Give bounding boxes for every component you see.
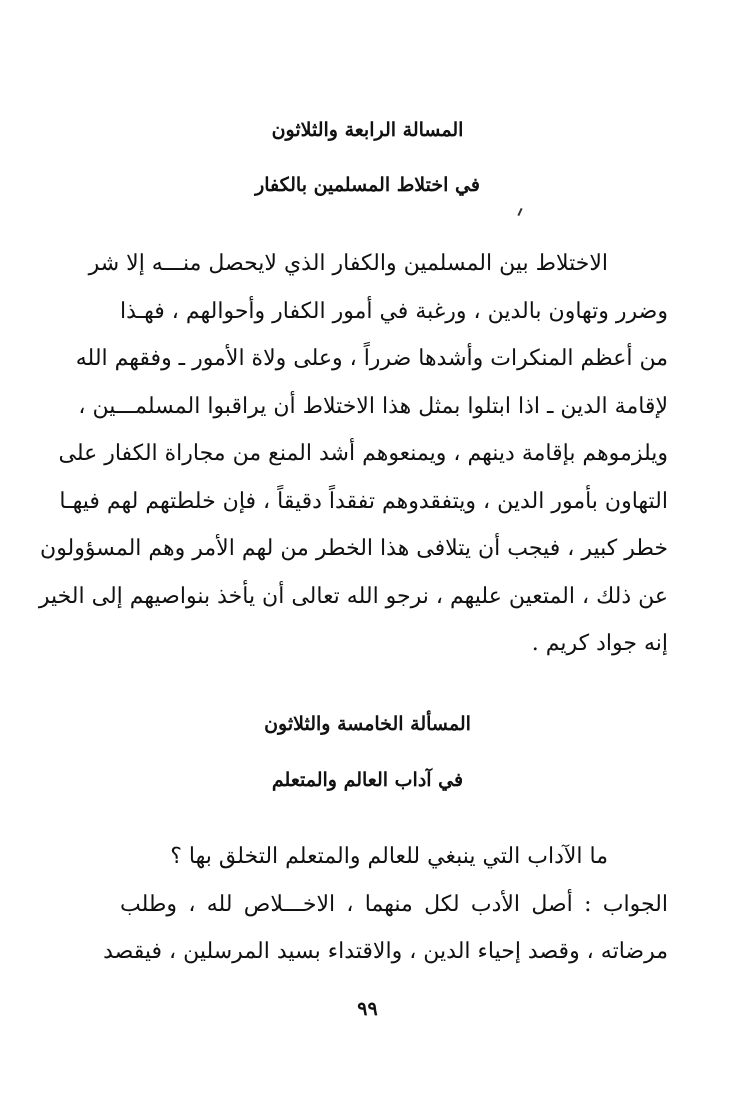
section-35-title: المسألة الخامسة والثلاثون: [264, 713, 471, 735]
body-line: الاختلاط بين المسلمين والكفار الذي لايحصل منـــه إلا شر: [88, 251, 608, 276]
body-line: إنه جواد كريم .: [531, 631, 668, 656]
section-34-subtitle: في اختلاط المسلمين بالكفار: [255, 174, 480, 196]
section-35-body: [103, 833, 668, 976]
answer-line: مرضاته ، وقصد إحياء الدين ، والاقتداء بسيد المرسلين ، فيقصد: [103, 939, 668, 964]
body-line: خطر كبير ، فيجب أن يتلافى هذا الخطر من لهم الأمر وهم المسؤولون: [40, 536, 668, 561]
body-line: من أعظم المنكرات وأشدها ضرراً ، وعلى ولاة الأمور ـ وفقهم الله: [75, 346, 668, 371]
body-line: وضرر وتهاون بالدين ، ورغبة في أمور الكفار وأحوالهم ، فهـذا: [120, 298, 668, 324]
section-35-subtitle: في آداب العالم والمتعلم: [271, 769, 464, 791]
page-number: ٩٩: [357, 998, 378, 1020]
section-34-body: [38, 240, 668, 668]
stray-mark: [517, 208, 522, 216]
body-line: عن ذلك ، المتعين عليهم ، نرجو الله تعالى أن يأخذ بنواصيهم إلى الخير: [38, 583, 668, 609]
question-line: ما الآداب التي ينبغي للعالم والمتعلم التخلق بها ؟: [170, 844, 608, 869]
body-line: ويلزموهم بإقامة دينهم ، ويمنعوهم أشد المنع من مجاراة الكفار على: [58, 441, 668, 466]
answer-line: الجواب : أصل الأدب لكل منهما ، الاخـــلاص لله ، وطلب: [120, 891, 668, 917]
body-line: لإقامة الدين ـ اذا ابتلوا بمثل هذا الاختلاط أن يراقبوا المسلمـــين ،: [78, 393, 668, 419]
body-line: التهاون بأمور الدين ، ويتفقدوهم تفقداً دقيقاً ، فإن خلطتهم لهم فيهـا: [59, 488, 668, 514]
section-34-title: المسالة الرابعة والثلاثون: [271, 119, 464, 141]
